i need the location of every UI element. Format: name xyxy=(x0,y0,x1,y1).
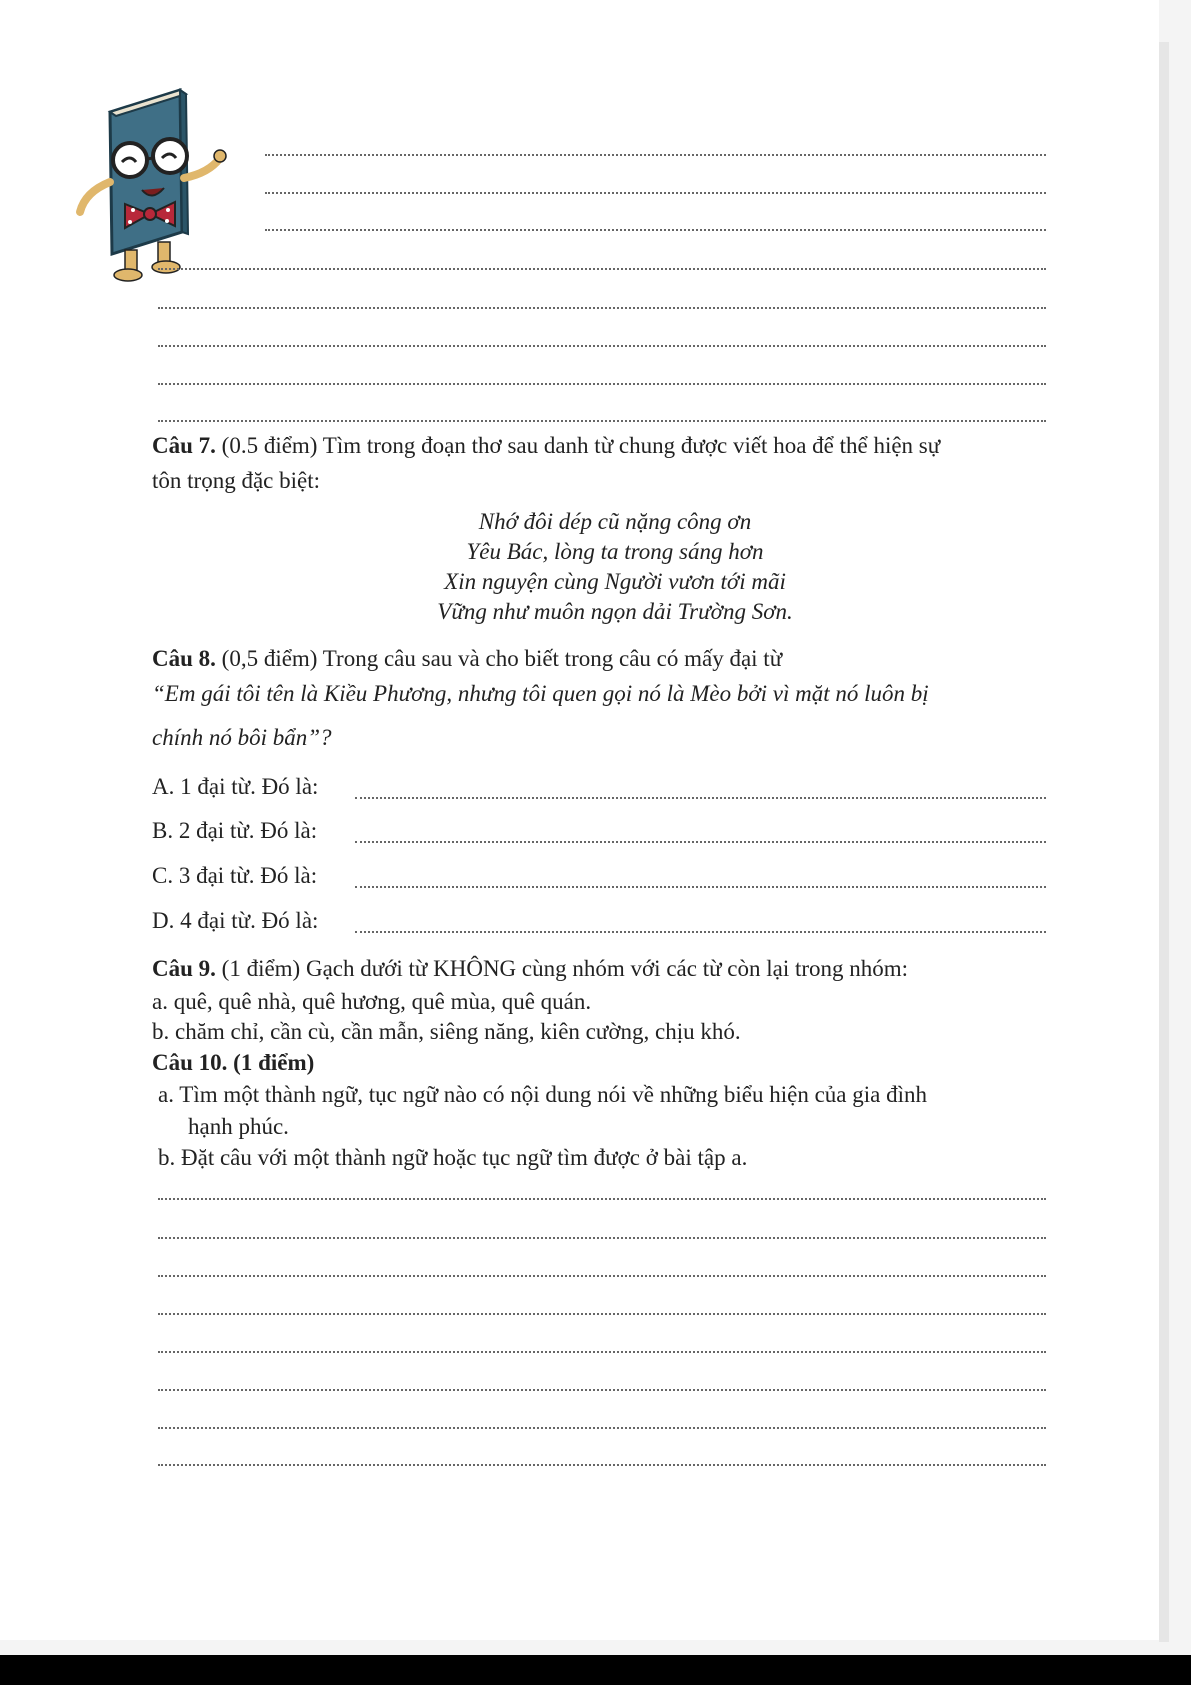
option-b-label: B. 2 đại từ. Đó là: xyxy=(152,818,318,843)
option-a-answer-line[interactable] xyxy=(355,797,1046,799)
answer-line[interactable] xyxy=(265,229,1046,231)
option-a-label: A. 1 đại từ. Đó là: xyxy=(152,774,319,799)
question-8-line-1 xyxy=(152,645,782,673)
option-d-answer-line[interactable] xyxy=(355,931,1046,933)
poem-line: Vững như muôn ngọn dải Trường Sơn. xyxy=(437,599,793,624)
answer-line[interactable] xyxy=(158,420,1046,422)
question-9-item-a: a. quê, quê nhà, quê hương, quê mùa, quê quán. xyxy=(152,989,592,1014)
answer-line[interactable] xyxy=(158,1198,1046,1200)
poem-line: Xin nguyện cùng Người vươn tới mãi xyxy=(444,569,786,594)
answer-line[interactable] xyxy=(265,154,1046,156)
option-c-label: C. 3 đại từ. Đó là: xyxy=(152,863,318,888)
book-mascot-illustration xyxy=(70,82,250,292)
answer-line[interactable] xyxy=(158,345,1046,347)
question-8-quote-line-1: “Em gái tôi tên là Kiều Phương, nhưng tôi quen gọi nó là Mèo bởi vì mặt nó luôn bị xyxy=(152,681,929,706)
answer-line[interactable] xyxy=(158,1351,1046,1353)
answer-line[interactable] xyxy=(158,307,1046,309)
question-9-number: Câu 9. xyxy=(152,956,216,981)
question-8-quote-line-2: chính nó bôi bẩn”? xyxy=(152,725,332,750)
answer-line[interactable] xyxy=(158,383,1046,385)
scrollbar[interactable] xyxy=(1159,42,1169,1642)
question-8-text: (0,5 điểm) Trong câu sau và cho biết trong câu có mấy đại từ xyxy=(221,646,783,671)
answer-line[interactable] xyxy=(158,1389,1046,1391)
question-10-number: Câu 10. xyxy=(152,1050,228,1075)
poem-line: Nhớ đôi dép cũ nặng công ơn xyxy=(478,509,752,534)
question-7-line-1 xyxy=(152,432,940,460)
poem-line: Yêu Bác, lòng ta trong sáng hơn xyxy=(466,539,764,564)
question-10-item-a-line-1: a. Tìm một thành ngữ, tục ngữ nào có nội dung nói về những biểu hiện của gia đình xyxy=(158,1082,928,1107)
option-b-answer-line[interactable] xyxy=(355,841,1046,843)
question-9-line-1 xyxy=(152,955,908,983)
answer-line[interactable] xyxy=(158,1464,1046,1466)
answer-line[interactable] xyxy=(265,192,1046,194)
option-c-answer-line[interactable] xyxy=(355,886,1046,888)
question-10-points: (1 điểm) xyxy=(233,1050,315,1075)
question-9-item-b: b. chăm chỉ, cần cù, cần mẫn, siêng năng, kiên cường, chịu khó. xyxy=(152,1019,741,1044)
question-8-number: Câu 8. xyxy=(152,646,216,671)
bottom-bar xyxy=(0,1655,1191,1685)
answer-line[interactable] xyxy=(158,1237,1046,1239)
answer-line[interactable] xyxy=(158,1275,1046,1277)
answer-line[interactable] xyxy=(158,1313,1046,1315)
question-7-text: (0.5 điểm) Tìm trong đoạn thơ sau danh từ chung được viết hoa để thể hiện sự xyxy=(221,433,941,458)
question-9-text: (1 điểm) Gạch dưới từ KHÔNG cùng nhóm với các từ còn lại trong nhóm: xyxy=(221,956,909,981)
option-d-label: D. 4 đại từ. Đó là: xyxy=(152,908,319,933)
question-7-number: Câu 7. xyxy=(152,433,216,458)
question-10-item-a-line-2: hạnh phúc. xyxy=(188,1114,289,1139)
question-7-line-2: tôn trọng đặc biệt: xyxy=(152,468,320,493)
answer-line[interactable] xyxy=(158,1427,1046,1429)
question-10-item-b: b. Đặt câu với một thành ngữ hoặc tục ngữ tìm được ở bài tập a. xyxy=(158,1145,748,1170)
question-10-line-1 xyxy=(152,1049,314,1077)
answer-line[interactable] xyxy=(158,268,1046,270)
